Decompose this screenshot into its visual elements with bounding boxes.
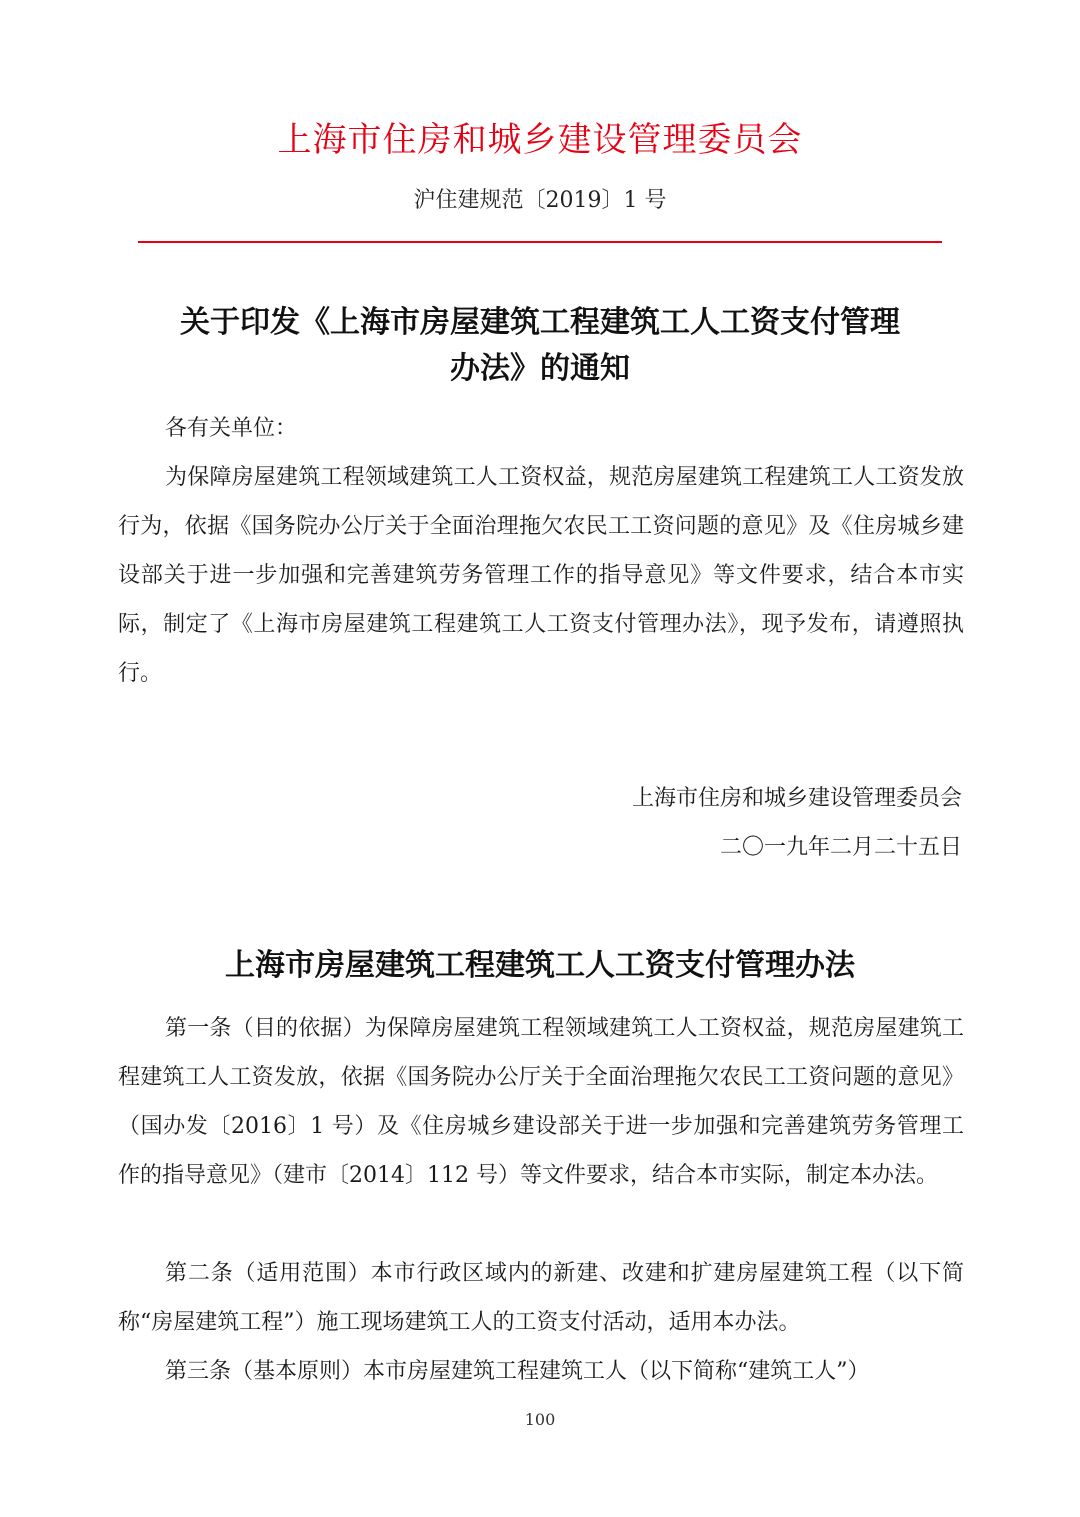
notice-title-line-2: 办法》的通知	[450, 351, 630, 386]
signature-organization: 上海市住房和城乡建设管理委员会	[631, 786, 962, 811]
document-number: 沪住建规范〔2019〕1 号	[413, 188, 667, 213]
notice-body-paragraph: 为保障房屋建筑工程领域建筑工人工资权益，规范房屋建筑工程建筑工人工资发放行为，依据《国务院办公厅关于全面治理拖欠农民工工资问题的意见》及《住房城乡建设部关于进一步加强和完善建筑劳务管理工作的指导意见》等文件要求，结合本市实际，制定了《上海市房屋建筑工程建筑工人工资支付管理办法》，现予发布，请遵照执行。	[118, 465, 964, 686]
salutation: 各有关单位：	[165, 416, 298, 441]
measures-title: 上海市房屋建筑工程建筑工人工资支付管理办法	[225, 948, 855, 983]
article-1: 第一条（目的依据）为保障房屋建筑工程领域建筑工人工资权益，规范房屋建筑工程建筑工人工资发放，依据《国务院办公厅关于全面治理拖欠农民工工资问题的意见》（国办发〔2016〕1 号）及《住房城乡建设部关于进一步加强和完善建筑劳务管理工作的指导意见》（建市〔2014〕112 号）等文件要求，结合本市实际，制定本办法。	[118, 1016, 964, 1188]
article-2: 第二条（适用范围）本市行政区域内的新建、改建和扩建房屋建筑工程（以下简称“房屋建筑工程”）施工现场建筑工人的工资支付活动，适用本办法。	[118, 1261, 964, 1335]
notice-title	[120, 300, 960, 392]
signature-date: 二〇一九年二月二十五日	[719, 835, 962, 860]
page-number: 100	[524, 1410, 556, 1429]
red-divider-line	[138, 241, 942, 243]
article-3: 第三条（基本原则）本市房屋建筑工程建筑工人（以下简称“建筑工人”）	[165, 1359, 870, 1384]
notice-title-line-1: 关于印发《上海市房屋建筑工程建筑工人工资支付管理	[180, 305, 900, 340]
issuing-organization-header: 上海市住房和城乡建设管理委员会	[277, 120, 803, 160]
